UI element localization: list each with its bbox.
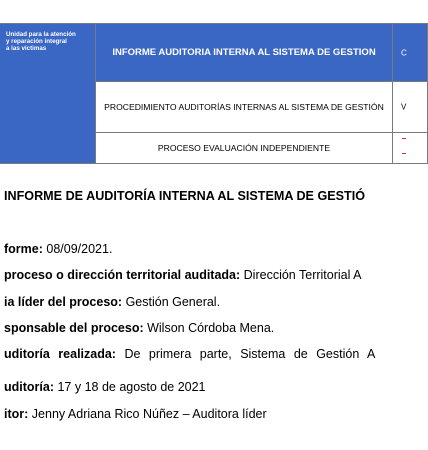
- field-process-responsible: sponsable del proceso: Wilson Córdoba Mena.: [4, 321, 275, 335]
- report-header-title: INFORME AUDITORIA INTERNA AL SISTEMA DE GESTION: [96, 24, 393, 82]
- logo-cell: [0, 24, 96, 164]
- process-name: PROCESO EVALUACIÓN INDEPENDIENTE: [96, 133, 393, 164]
- report-title: INFORME DE AUDITORÍA INTERNA AL SISTEMA DE GESTIÓ: [4, 189, 366, 203]
- field-audit-date: uditoría: 17 y 18 de agosto de 2021: [4, 380, 206, 394]
- field-audit-type: uditoría realizada: De primera parte, Sistema de Gestión A: [4, 347, 376, 361]
- field-auditor: itor: Jenny Adriana Rico Núñez – Auditora líder: [4, 407, 267, 421]
- red-mark: [402, 153, 406, 154]
- header-right-cell-1: C: [393, 24, 428, 82]
- header-right-cell-2: V: [393, 82, 428, 133]
- document-header-table: [0, 23, 428, 164]
- organization-logo: Unidad para la atención y reparación integral a las víctimas: [6, 31, 76, 52]
- field-audited-process: proceso o dirección territorial auditada: Dirección Territorial A: [4, 268, 362, 282]
- red-mark: [402, 138, 406, 139]
- procedure-name: PROCEDIMIENTO AUDITORÍAS INTERNAS AL SISTEMA DE GESTIÓN: [96, 82, 393, 133]
- field-process-leader-area: ia líder del proceso: Gestión General.: [4, 295, 221, 309]
- field-report-date: forme: 08/09/2021.: [4, 242, 113, 256]
- header-right-cell-3: [393, 133, 428, 164]
